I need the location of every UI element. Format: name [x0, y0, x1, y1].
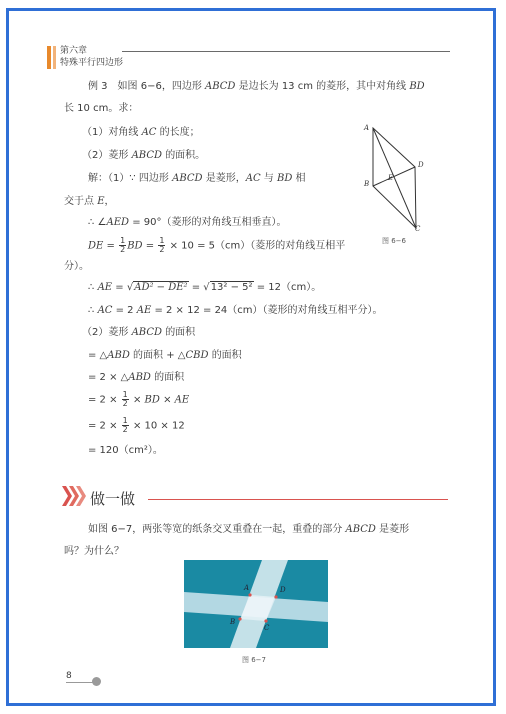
- figure-6-7-caption: 图 6−7: [242, 656, 266, 664]
- page-number-rule: [66, 682, 94, 683]
- part2-line-6: = 120（cm²）。: [88, 445, 163, 456]
- example-line-1: 例 3 如图 6−6，四边形 ABCD 是边长为 13 cm 的菱形，其中对角线 BD: [88, 81, 425, 92]
- part2-line-5: = 2 × $\frac{1}{2}$ × 10 × 12: [88, 416, 185, 434]
- solution-line-7: ∴ AC = 2 AE = 2 × 12 = 24（cm）（菱形的对角线互相平分）。: [88, 305, 383, 316]
- label-a: A: [364, 124, 370, 132]
- photo-label-c: C: [264, 624, 270, 632]
- photo-label-a: A: [244, 584, 250, 592]
- part2-line-4: = 2 × $\frac{1}{2}$ × BD × AE: [88, 390, 190, 408]
- solution-line-2: 交于点 E，: [64, 196, 115, 207]
- fraction-half: $\frac{1}{2}$: [120, 236, 126, 254]
- solution-line-1: 解：（1）∵ 四边形 ABCD 是菱形，AC 与 BD 相: [88, 173, 306, 184]
- chevron-decoration-icon: [62, 486, 88, 506]
- photo-label-d: D: [280, 586, 286, 594]
- part2-line-2: = △ABD 的面积 + △CBD 的面积: [88, 350, 242, 361]
- page-number: 8: [66, 671, 72, 681]
- diagonal-ac: [373, 128, 416, 228]
- figure-6-6-caption: 图 6−6: [382, 237, 406, 245]
- header-rule: [122, 51, 450, 52]
- solution-line-3: ∴ ∠AED = 90°（菱形的对角线互相垂直）。: [88, 217, 287, 228]
- activity-text-2: 吗？为什么？: [64, 546, 124, 557]
- activity-title: 做一做: [90, 490, 136, 508]
- figure-6-7-photo: [184, 560, 328, 648]
- activity-rule: [148, 499, 448, 500]
- part2-line-3: = 2 × △ABD 的面积: [88, 372, 185, 383]
- label-d: D: [418, 161, 424, 169]
- crossed-paper-strips: [184, 560, 328, 648]
- activity-text-1: 如图 6−7，两张等宽的纸条交叉重叠在一起，重叠的部分 ABCD 是菱形: [88, 524, 410, 535]
- chapter-marker-light: [53, 46, 56, 69]
- label-b: B: [364, 180, 370, 188]
- figure-6-6-rhombus: [360, 122, 430, 232]
- fraction-half: $\frac{1}{2}$: [122, 416, 128, 434]
- chapter-marker: [47, 46, 51, 69]
- fraction-half: $\frac{1}{2}$: [122, 390, 128, 408]
- label-c: C: [415, 225, 421, 232]
- solution-line-5: 分）。: [64, 261, 89, 272]
- chapter-label: 第六章: [60, 46, 88, 56]
- part2-line-1: （2）菱形 ABCD 的面积: [82, 327, 196, 338]
- fraction-half: $\frac{1}{2}$: [159, 236, 165, 254]
- question-2: （2）菱形 ABCD 的面积。: [82, 150, 206, 161]
- photo-label-b: B: [230, 618, 236, 626]
- label-e: E: [388, 174, 394, 182]
- example-line-2: 长 10 cm。求：: [64, 103, 139, 114]
- section-label: 特殊平行四边形: [60, 58, 124, 68]
- solution-line-6: ∴ AE = √AD² − DE² = √13² − 5² = 12（cm）。: [88, 282, 322, 293]
- question-1: （1）对角线 AC 的长度；: [82, 127, 200, 138]
- solution-line-4: DE = $\frac{1}{2}$ BD = $\frac{1}{2}$ × 10 = 5（cm）（菱形的对角线互相平: [88, 236, 346, 254]
- page-number-dot: [92, 677, 101, 686]
- diagonal-bd: [373, 167, 415, 186]
